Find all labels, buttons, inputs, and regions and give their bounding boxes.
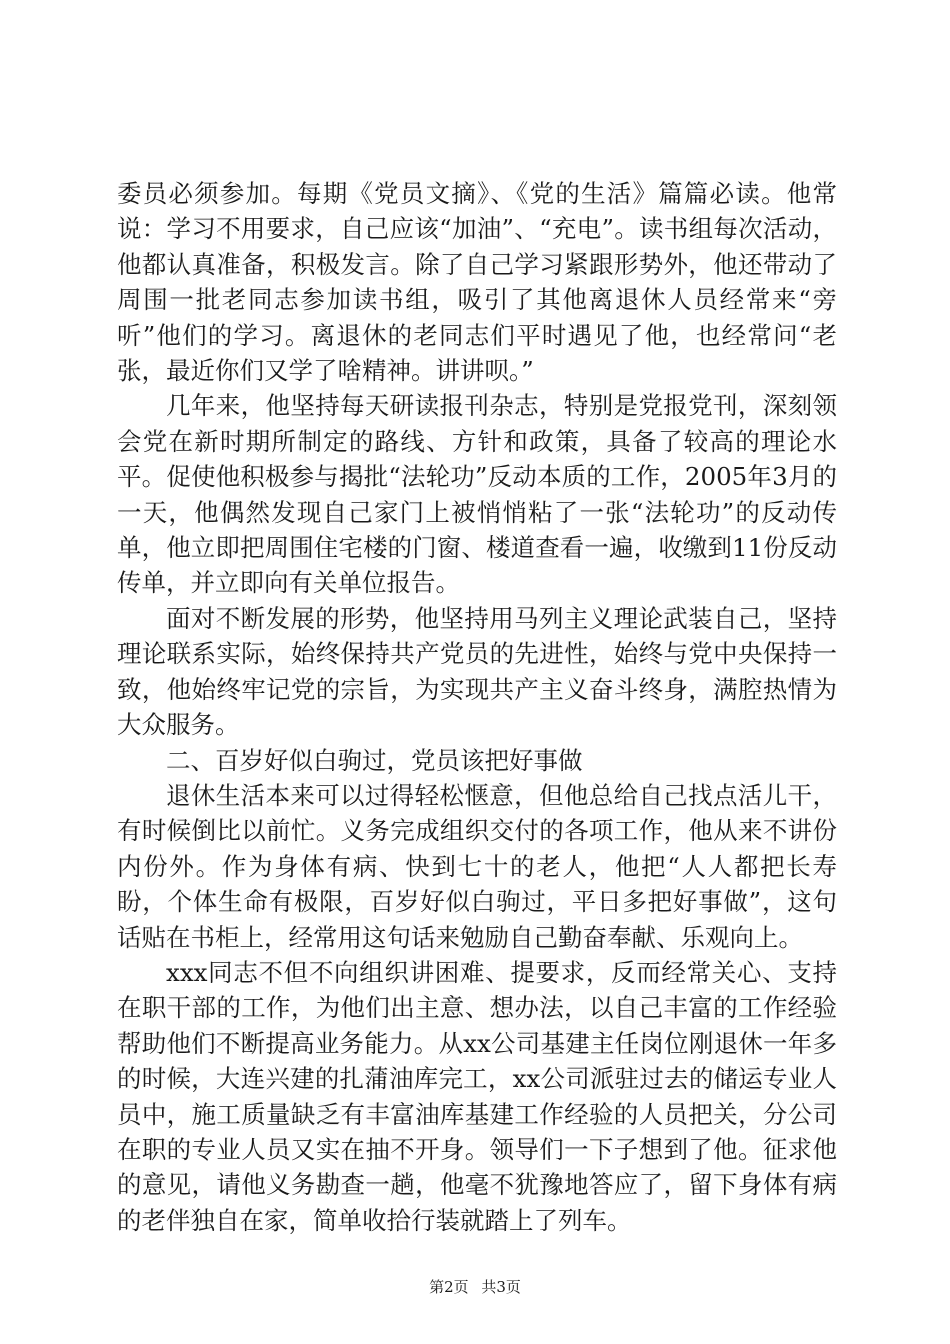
paragraph-continuation: 委员必须参加。每期《党员文摘》、《党的生活》篇篇必读。他常说：学习不用要求，自己应该“加油”、“充电”。读书组每次活动，他都认真准备，积极发言。除了自己学习紧跟形势外，他还带动了周围一批老同志参加读书组，吸引了其他离退休人员经常来“旁听”他们的学习。离退休的老同志们平时遇见了他，也经常问“老张，最近你们又学了啥精神。讲讲呗。” (117, 179, 837, 386)
paragraph-study: 几年来，他坚持每天研读报刊杂志，特别是党报党刊，深刻领会党在新时期所制定的路线、方针和政策，具备了较高的理论水平。促使他积极参与揭批“法轮功”反动本质的工作，2005年3月的一天，他偶然发现自己家门上被悄悄粘了一张“法轮功”的反动传单，他立即把周围住宅楼的门窗、楼道查看一遍，收缴到11份反动传单，并立即向有关单位报告。 (117, 391, 837, 598)
page-number-total: 共3页 (481, 1278, 521, 1296)
paragraph-theory: 面对不断发展的形势，他坚持用马列主义理论武装自己，坚持理论联系实际，始终保持共产党员的先进性，始终与党中央保持一致，他始终牢记党的宗旨，为实现共产主义奋斗终身，满腔热情为大众服务。 (117, 603, 837, 740)
document-body (117, 176, 837, 1238)
paragraph-retirement: 退休生活本来可以过得轻松惬意，但他总给自己找点活儿干，有时候倒比以前忙。义务完成组织交付的各项工作，他从来不讲份内份外。作为身体有病、快到七十的老人，他把“人人都把长寿盼，个体生命有极限，百岁好似白驹过，平日多把好事做”，这句话贴在书柜上，经常用这句话来勉励自己勤奋奉献、乐观向上。 (117, 780, 837, 952)
page-number-current: 第2页 (429, 1278, 469, 1296)
page-footer (0, 1276, 950, 1297)
section-heading: 二、百岁好似白驹过，党员该把好事做 (166, 745, 583, 775)
paragraph-support: xxx同志不但不向组织讲困难、提要求，反而经常关心、支持在职干部的工作，为他们出主意、想办法，以自己丰富的工作经验帮助他们不断提高业务能力。从xx公司基建主任岗位刚退休一年多的时候，大连兴建的扎蒲油库完工，xx公司派驻过去的储运专业人员中，施工质量缺乏有丰富油库基建工作经验的人员把关，分公司在职的专业人员又实在抽不开身。领导们一下子想到了他。征求他的意见，请他义务勘查一趟，他毫不犹豫地答应了，留下身体有病的老伴独自在家，简单收拾行装就踏上了列车。 (117, 957, 837, 1235)
